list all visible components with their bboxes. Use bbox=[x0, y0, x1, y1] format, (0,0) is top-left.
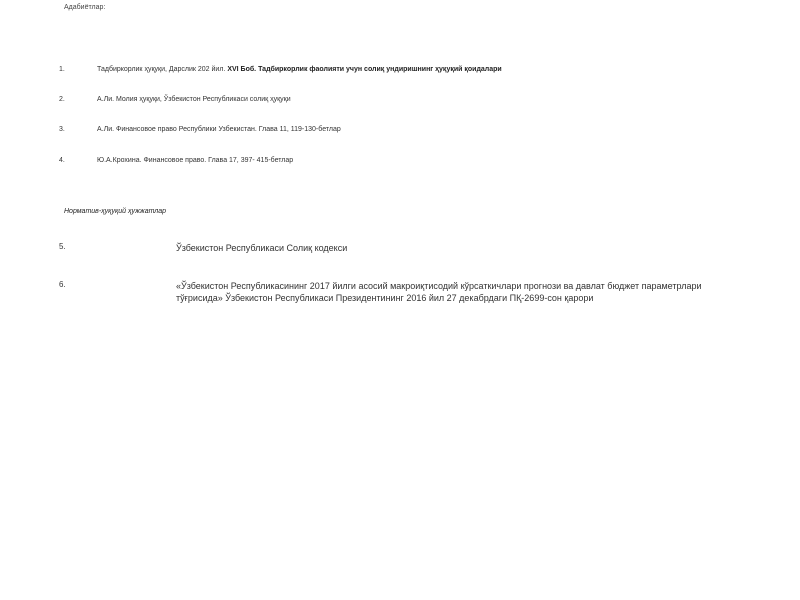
reference-text: А.Ли. Молия ҳуқуқи, Ўзбекистон Республикаси солиқ ҳуқуқи bbox=[97, 96, 291, 103]
reference-number: 6. bbox=[59, 280, 66, 289]
normative-heading: Норматив-ҳуқуқий ҳужжатлар bbox=[64, 208, 167, 215]
reference-number: 4. bbox=[59, 157, 65, 164]
reference-text: Ўзбекистон Республикаси Солиқ кодекси bbox=[176, 243, 348, 253]
reference-number: 5. bbox=[59, 242, 66, 251]
reference-text-bold: XVI Боб. Тадбиркорлик фаолияти учун солиқ ундиришнинг ҳуқуқий қоидалари bbox=[227, 66, 502, 73]
reference-number: 1. bbox=[59, 66, 65, 73]
reference-number: 3. bbox=[59, 126, 65, 133]
reference-text: А.Ли. Финансовое право Республики Узбекистан. Глава 11, 119-130-бетлар bbox=[97, 126, 341, 133]
reference-text-plain: Тадбиркорлик ҳуқуқи, Дарслик 202 йил. bbox=[97, 66, 228, 73]
reference-text: Ю.А.Крохина. Финансовое право. Глава 17, 397- 415-бетлар bbox=[97, 157, 294, 164]
reference-number: 2. bbox=[59, 96, 65, 103]
reference-text bbox=[97, 66, 502, 73]
reference-text: «Ўзбекистон Республикасининг 2017 йилги асосий макроиқтисодий кўрсаткичлари прогнози ва давлат бюджет параметрлари тўғрисида» Ўзбекистон Республикаси Президентининг 2016 йил 27 декабрдаги ПҚ-2699-сон қарори bbox=[176, 281, 702, 303]
references-title: Адабиётлар: bbox=[64, 4, 106, 11]
